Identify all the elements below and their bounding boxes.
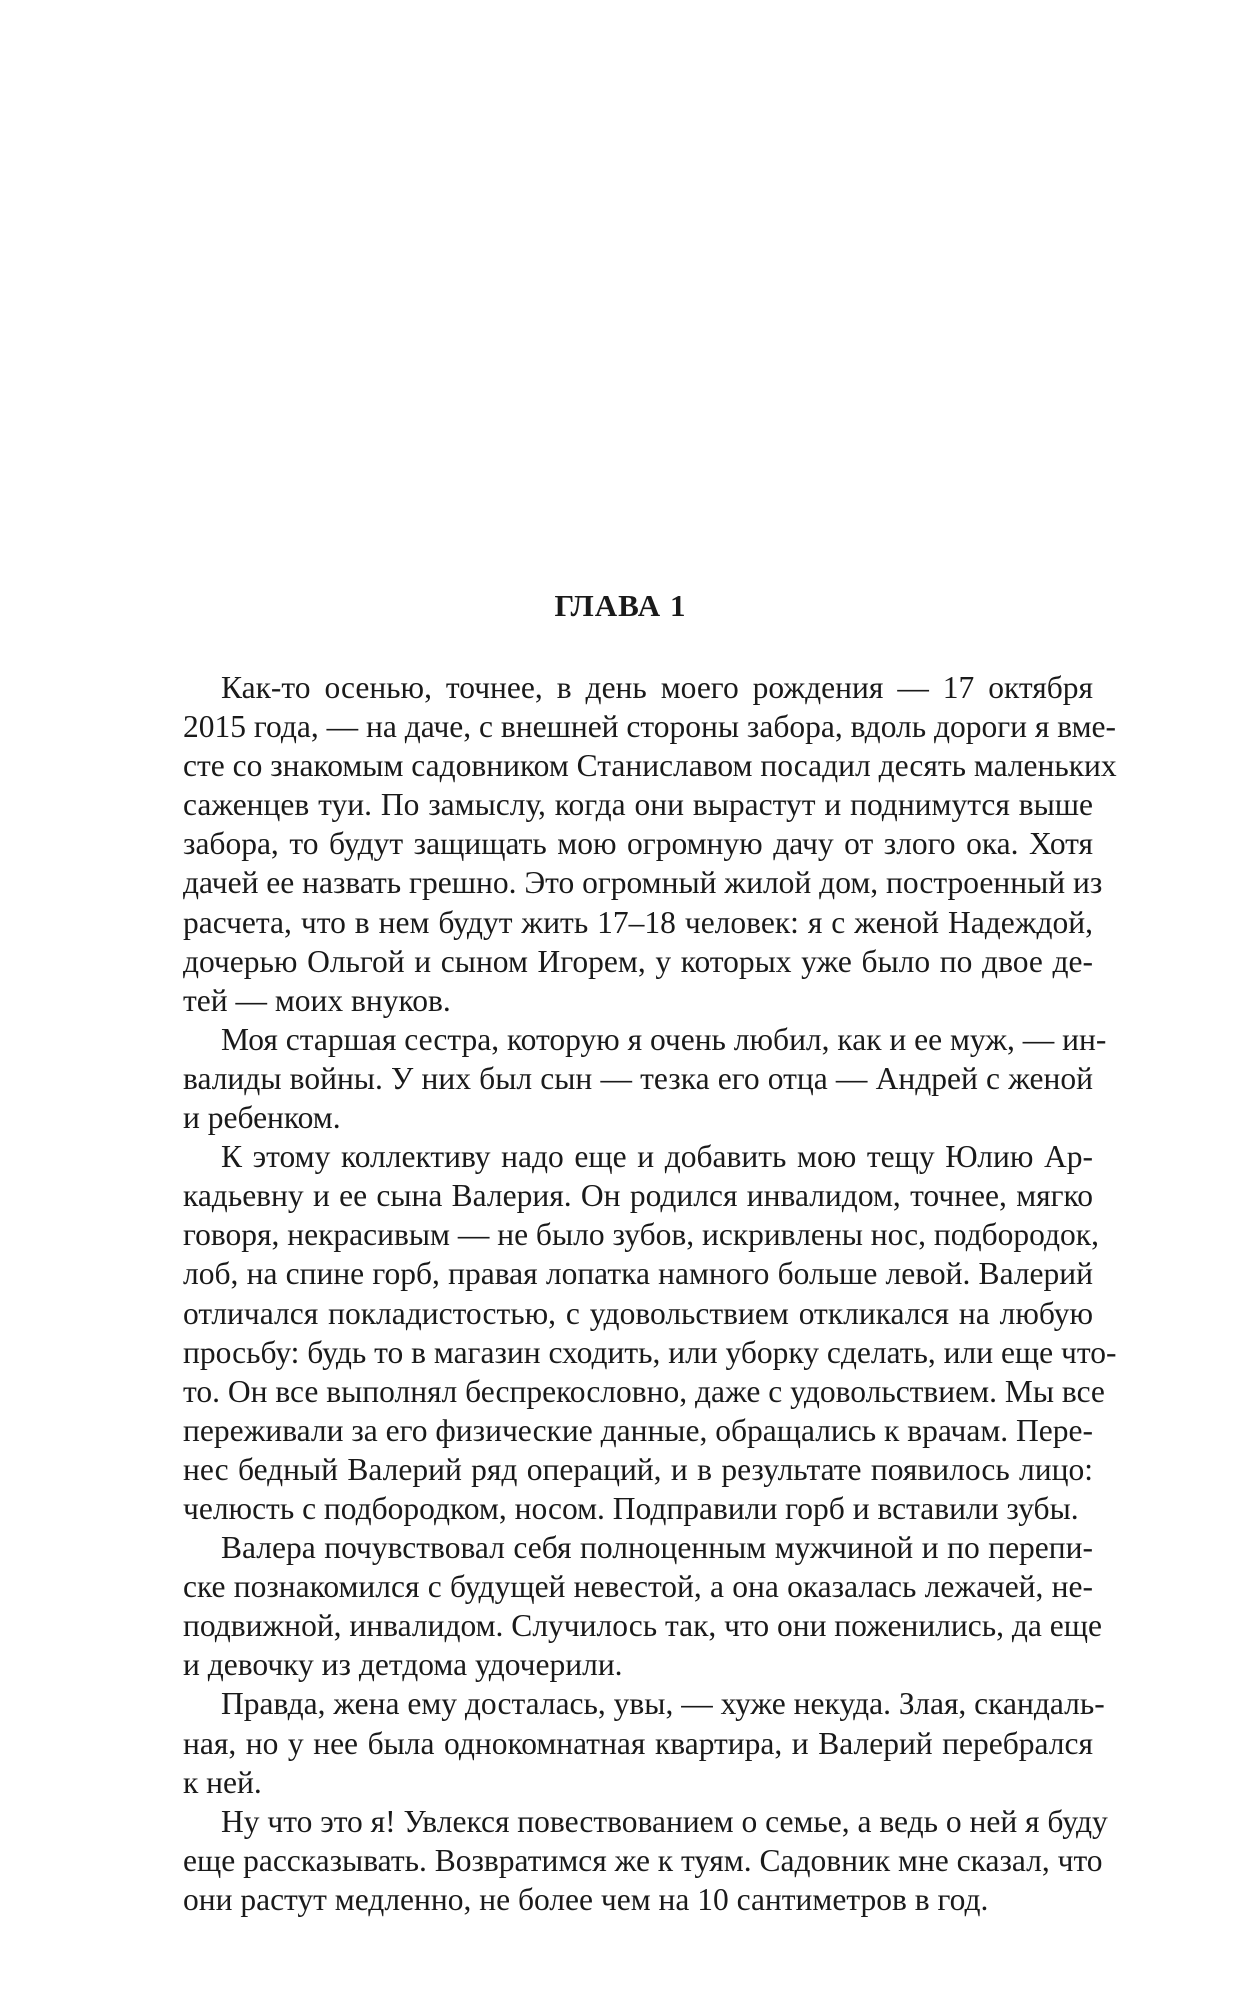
text-line: Ну что это я! Увлекся повествованием о семье, а ведь о ней я буду [221,1803,1108,1839]
text-line: кадьевну и ее сына Валерия. Он родился инвалидом, точнее, мягко [183,1178,1093,1214]
text-line: Как-то осенью, точнее, в день моего рождения — 17 октября [221,670,1093,705]
text-line: просьбу: будь то в магазин сходить, или уборку сделать, или еще что- [183,1334,1117,1370]
text-line: то. Он все выполнял беспрекословно, даже с удовольствием. Мы все [183,1373,1105,1409]
text-line: ске познакомился с будущей невестой, а она оказалась лежачей, не- [183,1569,1093,1605]
text-line: расчета, что в нем будут жить 17–18 человек: я с женой Надеждой, [183,904,1093,940]
text-line: К этому коллективу надо еще и добавить мою тещу Юлию Ар- [221,1139,1093,1175]
text-line: забора, то будут защищать мою огромную дачу от злого ока. Хотя [183,826,1093,862]
chapter-body-text [183,668,1117,1919]
text-line: валиды войны. У них был сын — тезка его отца — Андрей с женой [183,1060,1093,1096]
text-line: Правда, жена ему досталась, увы, — хуже некуда. Злая, скандаль- [221,1686,1105,1722]
text-line: и ребенком. [183,1100,341,1136]
text-line: саженцев туи. По замыслу, когда они вырастут и поднимутся выше [183,787,1093,823]
text-line: и девочку из детдома удочерили. [183,1647,623,1683]
text-line: переживали за его физические данные, обращались к врачам. Пере- [183,1412,1093,1448]
chapter-title: ГЛАВА 1 [554,588,687,623]
text-line: челюсть с подбородком, носом. Подправили горб и вставили зубы. [183,1490,1079,1526]
text-line: отличался покладистостью, с удовольствием откликался на любую [183,1295,1093,1331]
text-line: дочерью Ольгой и сыном Игорем, у которых уже было по двое де- [183,943,1093,979]
text-line: ная, но у нее была однокомнатная квартира, и Валерий перебрался [183,1725,1093,1761]
text-line: еще рассказывать. Возвратимся же к туям. Садовник мне сказал, что [183,1842,1103,1878]
text-line: Моя старшая сестра, которую я очень любил, как и ее муж, — ин- [221,1021,1107,1057]
text-line: нес бедный Валерий ряд операций, и в результате появилось лицо: [183,1451,1093,1487]
text-line: к ней. [183,1764,262,1800]
text-line: дачей ее назвать грешно. Это огромный жилой дом, построенный из [183,865,1103,901]
text-line: говоря, некрасивым — не было зубов, искривлены нос, подбородок, [183,1217,1099,1253]
text-line: подвижной, инвалидом. Случилось так, что они поженились, да еще [183,1608,1102,1644]
text-line: Валера почувствовал себя полноценным мужчиной и по перепи- [221,1530,1093,1566]
text-line: 2015 года, — на даче, с внешней стороны забора, вдоль дороги я вме- [183,709,1117,745]
text-line: тей — моих внуков. [183,982,451,1018]
text-line: сте со знакомым садовником Станиславом посадил десять маленьких [183,748,1117,784]
text-line: лоб, на спине горб, правая лопатка намного больше левой. Валерий [183,1256,1093,1292]
text-line: они растут медленно, не более чем на 10 сантиметров в год. [183,1881,989,1917]
